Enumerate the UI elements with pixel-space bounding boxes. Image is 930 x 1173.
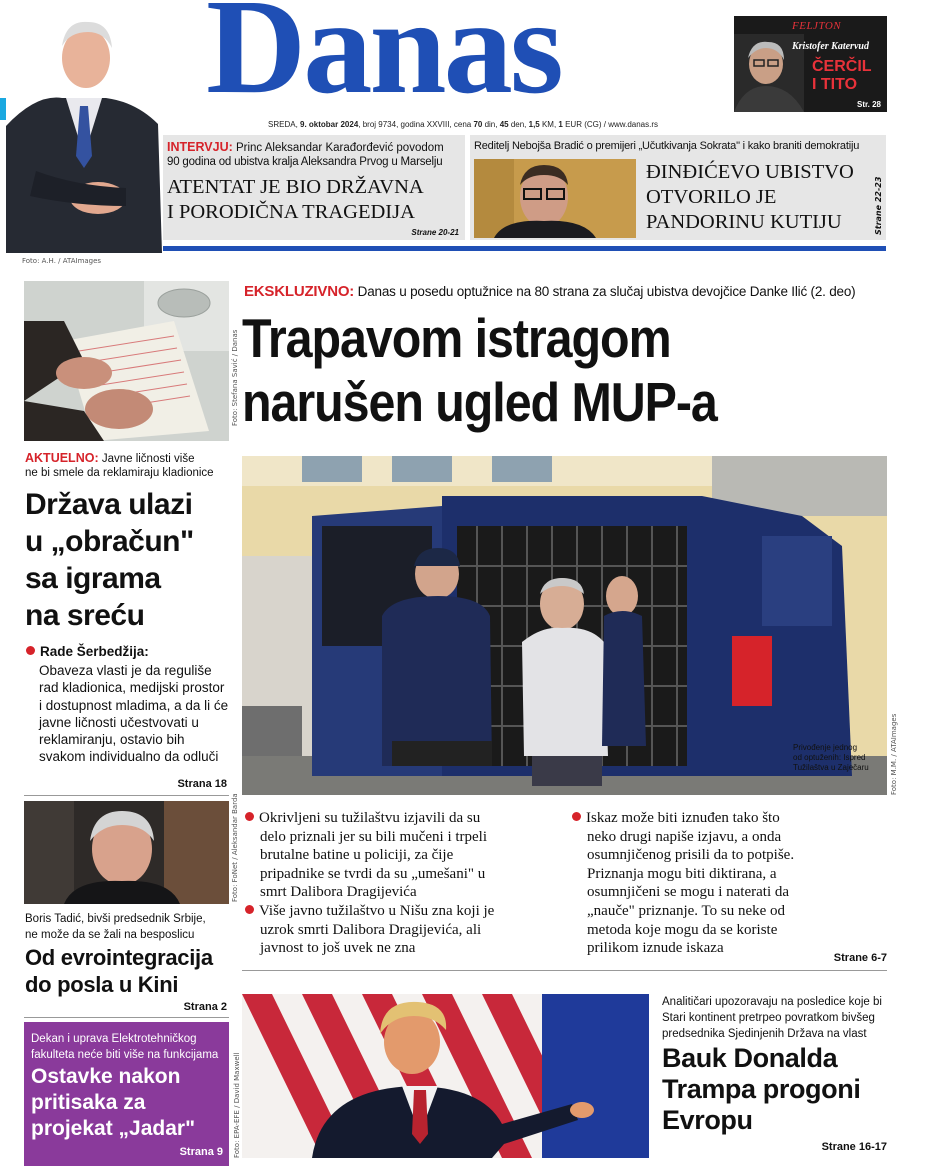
bottom-pages[interactable]: Strane 16-17: [821, 1141, 887, 1153]
lead-c1-p2-l3: javnost to još uvek ne zna: [260, 940, 416, 957]
bottom-intro-l3: predsednika Sjedinjenih Država na vlast: [662, 1028, 867, 1040]
lead-c1-p1-l3: brutalne batine u policiji, za čije: [260, 847, 454, 864]
side3-intro-l2: fakulteta neće biti više na funkcijama: [31, 1049, 219, 1061]
dateline-website: EUR (CG) / www.danas.rs: [562, 120, 659, 129]
dateline-sep1: din,: [482, 120, 500, 129]
side2-intro: [25, 911, 206, 943]
feljton-title-line2: I TITO: [812, 76, 858, 93]
betting-slip-photo: [24, 281, 229, 441]
feljton-page: Str. 28: [856, 100, 881, 109]
side1-quote-l6: svakom individualno da odluči: [39, 749, 219, 765]
lead-kicker: EKSKLUZIVNO:: [244, 283, 355, 300]
police-van-illustration: [242, 456, 887, 795]
lead-c2-l8: prilikom iznude iskaza: [587, 940, 724, 957]
dateline-price-din: 70: [473, 120, 483, 129]
side1-quote-l2: rad kladionica, medijski prostor: [39, 680, 225, 696]
side2-divider: [24, 1017, 229, 1018]
lead-c2-l1: Iskaz može biti iznuđen tako što: [572, 809, 794, 828]
side3-headline-l2: pritisaka za: [31, 1091, 146, 1114]
side3-headline-l1: Ostavke nakon: [31, 1065, 181, 1088]
betting-slip-illustration: [24, 281, 229, 441]
lead-c1-p1-l4: pripadnike se tvrdi da su „umešani" u: [260, 865, 486, 882]
lead-c1-p1-l1: Okrivljeni su tužilaštvu izjavili da su: [245, 809, 494, 828]
bottom-intro-l2: Stari kontinent pretrpeo povratkom bivšeg: [662, 1012, 875, 1024]
dateline-price-eur: 1: [558, 120, 563, 129]
side2-headline-l2: do posla u Kini: [25, 972, 179, 997]
lead-column-2: [572, 809, 794, 958]
teaser-interview-intro-line2: 90 godina od ubistva kralja Aleksandra Prvog u Marselju: [167, 156, 443, 168]
dateline-date: 9. oktobar 2024: [300, 120, 359, 129]
teaser-director-headline-line2: OTVORILO JE: [646, 186, 777, 208]
side2-headline-l1: Od evrointegracija: [25, 945, 213, 970]
main-photo-caption-l1: Privođenje jednog: [793, 743, 858, 752]
side2-page[interactable]: Strana 2: [183, 1001, 227, 1013]
side3-headline-l3: projekat „Jadar": [31, 1117, 196, 1140]
teaser-director[interactable]: [470, 135, 886, 240]
teaser-interview-kicker-line: [167, 140, 444, 154]
lead-c2-l3: osumnjičenog prisili da to potpiše.: [587, 847, 795, 864]
lead-column-1: [245, 809, 494, 958]
teaser-interview-headline-line1: ATENTAT JE BIO DRŽAVNA: [167, 176, 424, 198]
main-photo-credit: Foto: M.M. / ATAImages: [890, 713, 898, 795]
side1-quote-l4: javne ličnosti učestvovati u: [39, 714, 199, 730]
lead-c1-p1-l2: delo priznali jer su bili mučeni i trpeli: [260, 828, 488, 845]
lead-c2-l5: osumnjičeni se mogu i naterati da: [587, 884, 790, 901]
side1-intro-l1: Javne ličnosti više: [101, 453, 195, 465]
police-van-photo: [242, 456, 887, 795]
dateline-sep3: KM,: [539, 120, 559, 129]
dateline-sep2: den,: [508, 120, 529, 129]
side1-quote-name: Rade Šerbedžija:: [26, 644, 149, 659]
side1-quote-l5: reklamiranju, ostavio bih: [39, 732, 185, 748]
trump-illustration: [242, 994, 649, 1158]
side1-intro-l2: ne bi smele da reklamiraju kladionice: [25, 467, 214, 479]
masthead-blue-rule: [163, 246, 886, 251]
dateline-price-den: 45: [499, 120, 509, 129]
teaser-interview-kicker: INTERVJU:: [167, 140, 233, 154]
lead-headline-l1: Trapavom istragom: [242, 307, 671, 369]
bottom-headline[interactable]: [662, 1043, 860, 1136]
side1-headline-l3: sa igrama: [25, 562, 161, 595]
dateline-price-km: 1,5: [528, 120, 540, 129]
teaser-director-headline-line1: ĐINĐIĆEVO UBISTVO: [646, 161, 854, 183]
main-photo-caption: [793, 743, 869, 773]
prince-portrait-illustration: [6, 6, 162, 253]
lead-c1-p2-l1: Više javno tužilaštvo u Nišu zna koji je: [245, 902, 494, 921]
bottom-headline-l1: Bauk Donalda: [662, 1043, 838, 1073]
lead-c2-l2: neko drugi napiše izjavu, a onda: [587, 828, 782, 845]
teaser-interview-pages: Strane 20-21: [411, 228, 459, 237]
teaser-interview[interactable]: [163, 135, 465, 240]
side1-page[interactable]: Strana 18: [177, 778, 227, 790]
side1-kicker: AKTUELNO:: [25, 451, 99, 465]
trump-photo-credit: Foto: EPA-EFE / David Maxwell: [233, 1052, 241, 1158]
lead-c1-p1-l5: smrt Dalibora Dragijevića: [260, 884, 417, 901]
tadic-photo: [24, 801, 229, 904]
feljton-author: Kristofer Katervud: [792, 41, 869, 52]
side1-headline-l2: u „obračun": [25, 525, 194, 558]
lead-headline-l2: narušen ugled MUP-a: [242, 371, 717, 433]
left-photo-credit: Foto: A.H. / ATAImages: [22, 257, 102, 265]
lead-c1-p2-l2: uzrok smrti Dalibora Dragijevića, ali: [260, 921, 482, 938]
side3-intro-l1: Dekan i uprava Elektrotehničkog: [31, 1033, 197, 1045]
lead-c2-l7: metoda koje mogu da se koriste: [587, 921, 778, 938]
side1-headline-l1: Država ulazi: [25, 488, 193, 521]
side1-quote-l3: i dostupnost mladima, a da li će: [39, 697, 229, 713]
side3-intro: [31, 1031, 218, 1063]
side3-headline: [31, 1064, 195, 1142]
masthead-logo[interactable]: Danas: [206, 0, 561, 122]
side2-intro-l1: Boris Tadić, bivši predsednik Srbije,: [25, 913, 206, 925]
side1-headline-l4: na sreću: [25, 599, 145, 632]
side2-headline[interactable]: [25, 944, 213, 998]
lead-headline[interactable]: [242, 306, 717, 434]
feljton-box[interactable]: [734, 16, 887, 112]
dateline-issue: , broj 9734, godina XXVIII, cena: [358, 120, 474, 129]
main-photo-caption-l3: Tužilaštva u Zaječaru: [793, 763, 869, 772]
feljton-title-line1: ČERČIL: [812, 58, 872, 75]
tadic-illustration: [24, 801, 229, 904]
betting-photo-credit: Foto: Stefana Savić / Danas: [231, 329, 239, 426]
jadar-box[interactable]: [24, 1022, 229, 1166]
side2-intro-l2: ne može da se žali na besposlicu: [25, 929, 195, 941]
teaser-interview-intro-line1: Princ Aleksandar Karađorđević povodom: [235, 142, 444, 154]
side1-headline[interactable]: [25, 486, 194, 634]
lead-c2-l4: Priznanja mogu biti diktirana, a: [587, 865, 777, 882]
tadic-photo-credit: Foto: FoNet / Aleksandar Barda: [231, 793, 239, 902]
main-photo-caption-l2: od optuženih: Ispred: [793, 753, 866, 762]
lead-bottom-divider: [242, 970, 887, 971]
teaser-interview-headline-line2: I PORODIČNA TRAGEDIJA: [167, 201, 415, 223]
feljton-label: FELJTON: [792, 20, 842, 32]
dateline: [268, 120, 658, 129]
lead-kicker-line: [244, 283, 855, 300]
side1-divider: [24, 795, 229, 796]
teaser-director-pages: Strane 22-23: [874, 176, 883, 235]
dateline-day: SREDA,: [268, 120, 301, 129]
teaser-director-headline-line3: PANDORINU KUTIJU: [646, 211, 842, 233]
director-photo: [474, 159, 636, 238]
trump-photo: [242, 994, 649, 1158]
side1-quote-l1: Obaveza vlasti je da reguliše: [39, 663, 212, 678]
side1-intro-line1: [25, 451, 195, 465]
bottom-headline-l2: Trampa progoni: [662, 1074, 861, 1104]
bottom-headline-l3: Evropu: [662, 1105, 753, 1135]
side1-quote: [39, 662, 228, 766]
prince-portrait-photo: [6, 6, 162, 253]
lead-pages[interactable]: Strane 6-7: [833, 952, 887, 964]
lead-c2-l6: „nauče" priznanje. To su neke od: [587, 902, 786, 919]
lead-intro: Danas u posedu optužnice na 80 strana za slučaj ubistva devojčice Danke Ilić (2. deo): [357, 284, 856, 299]
side3-page: Strana 9: [179, 1146, 223, 1158]
bottom-intro-l1: Analitičari upozoravaju na posledice koje bi: [662, 996, 882, 1008]
teaser-director-intro: Reditelj Nebojša Bradić o premijeri „Učutkivanja Sokrata" i kako braniti demokratiju: [474, 140, 860, 152]
bottom-intro: [662, 994, 882, 1042]
